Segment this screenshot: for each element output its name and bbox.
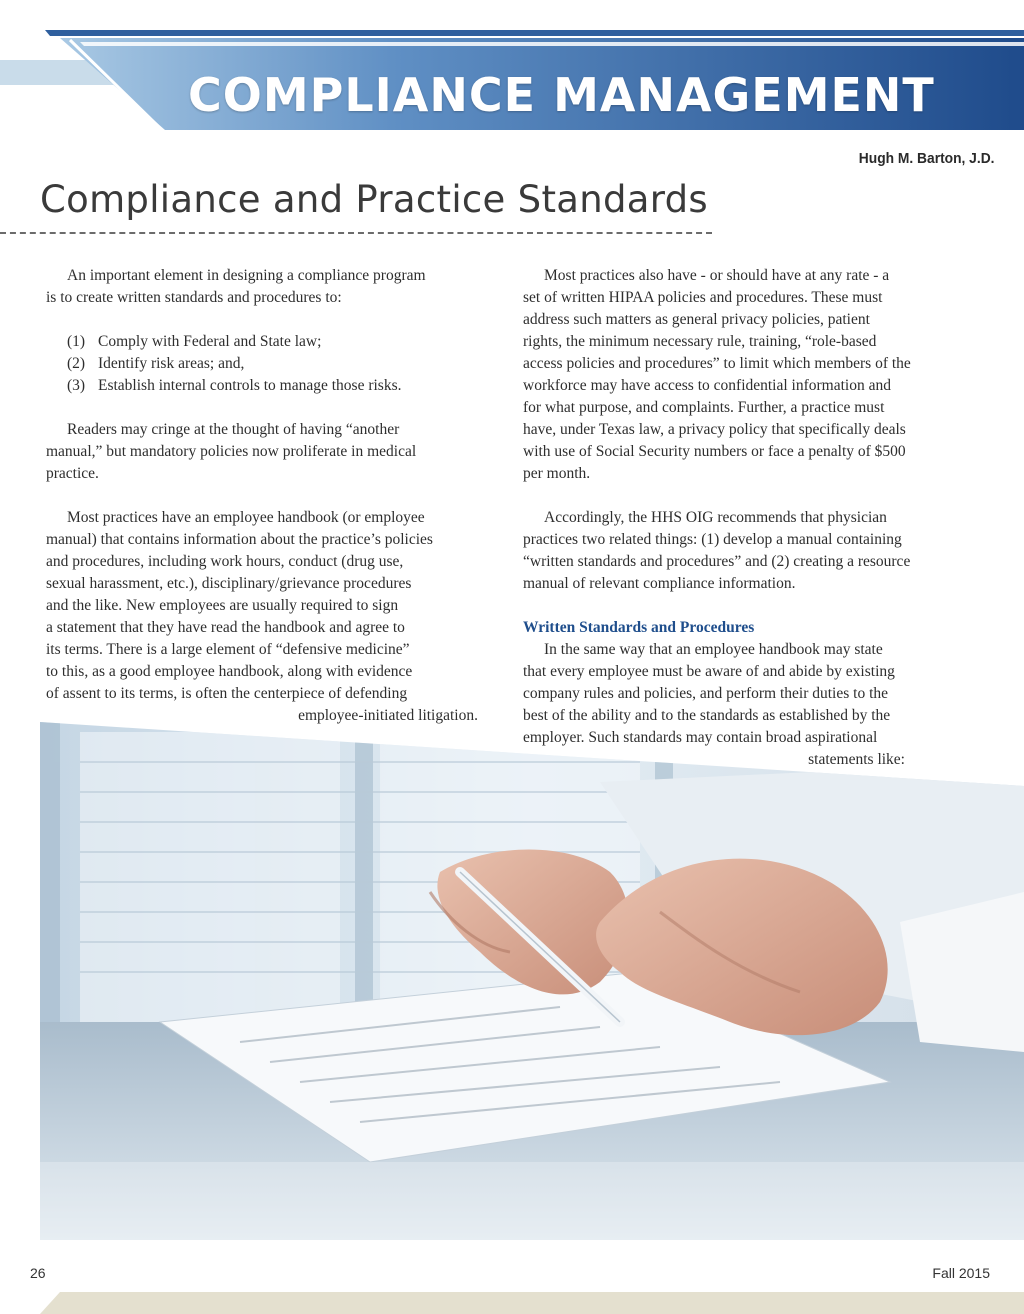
list-item: (3) Establish internal controls to manage those risks.	[67, 377, 402, 394]
footer-band	[0, 1292, 1024, 1314]
paragraph-line: Readers may cringe at the thought of having “another	[67, 421, 400, 438]
paragraph-line: per month.	[523, 465, 591, 482]
paragraph-line: In the same way that an employee handbook may state	[544, 641, 883, 658]
left-column	[46, 265, 506, 727]
paragraph-line: set of written HIPAA policies and procedures. These must	[523, 289, 883, 306]
paragraph-line: that every employee must be aware of and abide by existing	[523, 663, 895, 680]
list-item: (1) Comply with Federal and State law;	[67, 333, 322, 350]
paragraph-line: workforce may have access to confidential information and	[523, 377, 891, 394]
paragraph-line: is to create written standards and procedures to:	[46, 289, 342, 306]
paragraph-line: manual) that contains information about the practice’s policies	[46, 531, 433, 548]
paragraph-line: employee-initiated litigation.	[298, 707, 478, 724]
paragraph-line: manual of relevant compliance information.	[523, 575, 796, 592]
issue-label: Fall 2015	[932, 1265, 990, 1281]
paragraph-line: of assent to its terms, is often the centerpiece of defending	[46, 685, 408, 702]
article-photo	[40, 722, 1024, 1240]
paragraph-line: An important element in designing a compliance program	[67, 267, 426, 284]
paragraph-line: best of the ability and to the standards as established by the	[523, 707, 891, 724]
right-column	[523, 265, 985, 771]
paragraph-line: practice.	[46, 465, 99, 482]
paragraph-line: Accordingly, the HHS OIG recommends that physician	[544, 509, 887, 526]
paragraph-line: practices two related things: (1) develop a manual containing	[523, 531, 902, 548]
paragraph-line: address such matters as general privacy policies, patient	[523, 311, 870, 328]
section-subheading: Written Standards and Procedures	[523, 619, 755, 636]
paragraph-line: rights, the minimum necessary rule, training, “role-based	[523, 333, 877, 350]
title-dashed-rule	[0, 232, 712, 234]
section-title: COMPLIANCE MANAGEMENT	[188, 68, 935, 122]
paragraph-line: statements like:	[808, 751, 905, 768]
paragraph-line: “written standards and procedures” and (2) creating a resource	[523, 553, 911, 570]
paragraph-line: to this, as a good employee handbook, along with evidence	[46, 663, 413, 680]
paragraph-line: Most practices have an employee handbook (or employee	[67, 509, 425, 526]
paragraph-line: manual,” but mandatory policies now proliferate in medical	[46, 443, 417, 460]
paragraph-line: sexual harassment, etc.), disciplinary/grievance procedures	[46, 575, 412, 592]
page-number: 26	[30, 1265, 46, 1281]
paragraph-line: with use of Social Security numbers or face a penalty of $500	[523, 443, 906, 460]
paragraph-line: and procedures, including work hours, conduct (drug use,	[46, 553, 404, 570]
paragraph-line: company rules and policies, and perform their duties to the	[523, 685, 889, 702]
paragraph-line: have, under Texas law, a privacy policy that specifically deals	[523, 421, 906, 438]
paragraph-line: for what purpose, and complaints. Further, a practice must	[523, 399, 885, 416]
list-item: (2) Identify risk areas; and,	[67, 355, 245, 372]
paragraph-line: its terms. There is a large element of “defensive medicine”	[46, 641, 410, 658]
paragraph-line: access policies and procedures” to limit which members of the	[523, 355, 911, 372]
article-title: Compliance and Practice Standards	[40, 178, 708, 221]
author-byline: Hugh M. Barton, J.D.	[858, 150, 994, 167]
paragraph-line: and the like. New employees are usually required to sign	[46, 597, 399, 614]
paragraph-line: Most practices also have - or should have at any rate - a	[544, 267, 890, 284]
hands-signing-document-image	[40, 722, 1024, 1240]
paragraph-line: employer. Such standards may contain broad aspirational	[523, 729, 878, 746]
paragraph-line: a statement that they have read the handbook and agree to	[46, 619, 405, 636]
